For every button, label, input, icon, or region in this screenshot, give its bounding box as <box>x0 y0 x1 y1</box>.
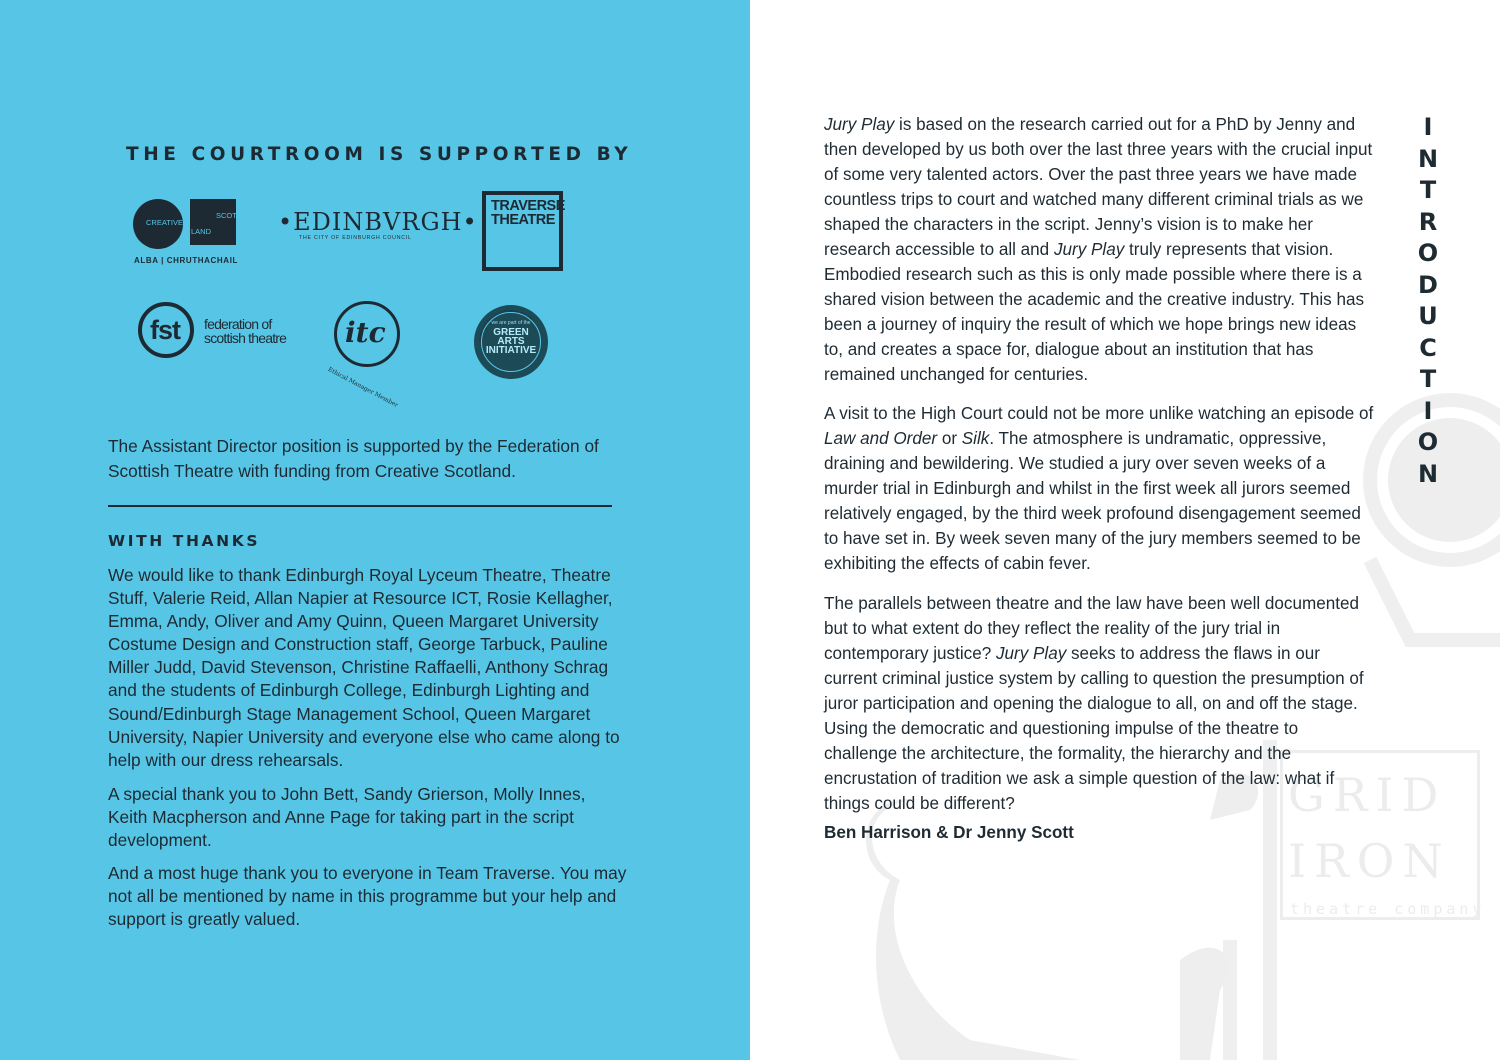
traverse-logo-line2: THEATRE <box>491 212 555 228</box>
watermark-iron-text: IRON <box>1288 834 1451 888</box>
vertical-title-letter: I <box>1423 396 1433 425</box>
thanks-paragraph-2: A special thank you to John Bett, Sandy Grierson, Molly Innes, Keith Macpherson and Anne Page for taking part in the script development. <box>108 784 586 851</box>
creative-scotland-logo-circle <box>133 199 183 249</box>
vertical-title-letter: O <box>1417 239 1439 267</box>
fst-logo-text <box>204 317 286 345</box>
signature: Ben Harrison & Dr Jenny Scott <box>824 823 1074 842</box>
traverse-theatre-logo <box>482 191 563 271</box>
watermark-grid-text: GRID <box>1288 768 1447 822</box>
play-title-italic: Jury Play <box>1053 240 1125 259</box>
fst-logo-line2: scottish theatre <box>204 330 287 346</box>
fst-logo-letters: fst <box>150 315 180 345</box>
vertical-title-letter: T <box>1419 176 1437 204</box>
vertical-title-letter: U <box>1418 302 1438 330</box>
edinburgh-logo-subtitle: THE CITY OF EDINBURGH COUNCIL <box>299 235 412 241</box>
green-arts-line2: ARTS <box>497 336 525 347</box>
intro-paragraph-3 <box>824 591 1376 816</box>
fst-logo-circle <box>138 302 194 358</box>
creative-scotland-word-creative: CREATIVE <box>146 218 183 227</box>
thanks-paragraph-3: And a most huge thank you to everyone in Team Traverse. You may not all be mentioned by name in this programme but your help and support is greatly valued. <box>108 863 627 930</box>
vertical-title <box>1416 112 1440 490</box>
play-title-italic: Jury Play <box>824 115 895 134</box>
green-arts-initiative-logo <box>474 305 548 379</box>
green-arts-url: www.greenartsinitiative.co.uk <box>477 308 534 343</box>
vertical-title-letter: C <box>1419 333 1437 362</box>
play-title-italic: Jury Play <box>995 644 1067 663</box>
traverse-logo-line1: TRAVERSE <box>491 198 565 214</box>
thanks-heading: WITH THANKS <box>108 532 261 550</box>
intro-p1-text-b: truly represents that vision. Embodied research such as this is only made possible where there is a shared vision between the academic and the creative industry. This has been a journey of inquiry the result of which we hope brings new ideas to, and creates a space for, dialogue about an institution that has remained unchanged for centuries. <box>824 240 1365 384</box>
creative-scotland-word-scot: SCOT <box>216 211 237 220</box>
intro-p2-text-c: . The atmosphere is undramatic, oppressive, draining and bewildering. We studied a jury over seven weeks of a murder trial in Edinburgh and whilst in the first week all jurors seemed relatively engaged, by the third week profound disengagement seemed to have set in. By week seven many of the jury members seemed to be exhibiting the effects of cabin fever. <box>824 429 1361 573</box>
supporters-heading: THE COURTROOM IS SUPPORTED BY <box>126 144 633 165</box>
section-divider <box>108 505 612 507</box>
show-title-italic: Silk <box>961 429 990 448</box>
creative-scotland-word-land: LAND <box>191 227 212 236</box>
intro-paragraph-1 <box>824 112 1376 387</box>
intro-p3-text-b: seeks to address the flaws in our current criminal justice system by calling to question the presumption of juror participation and opening the dialogue to all, on and off the stage. Using the democratic and questioning impulse of the theatre to challenge the architecture, the formality, the hierarchy and the encrustation of tradition we ask a simple question of the law: what if things could be different? <box>824 644 1364 813</box>
intro-p2-text-a: A visit to the High Court could not be more unlike watching an episode of <box>824 404 1374 423</box>
edinburgh-logo-title: •EDINBVRGH• <box>278 208 478 236</box>
vertical-title-letter: N <box>1417 144 1439 173</box>
thanks-paragraph-1: We would like to thank Edinburgh Royal Lyceum Theatre, Theatre Stuff, Valerie Reid, Allan Napier at Resource ICT, Rosie Kellagher, Emma, Andy, Oliver and Amy Quinn, Queen Margaret University Costume Design and Construction staff, George Tarbuck, Pauline Miller Judd, David Stevenson, Christine Raffaelli, Anthony Schrag and the students of Edinburgh College, Edinburgh Lighting and Sound/Edinburgh Stage Management School, Queen Margaret University, Napier University and everyone else who came along to help with our dress rehearsals. <box>108 565 620 770</box>
intro-p2-text-b: or <box>937 429 962 448</box>
vertical-title-letter: R <box>1418 207 1438 236</box>
creative-scotland-subtitle: ALBA | CHRUTHACHAIL <box>134 256 238 265</box>
green-arts-line1: GREEN <box>493 327 529 338</box>
green-arts-line3: INITIATIVE <box>485 345 537 356</box>
vertical-title-letter: D <box>1418 270 1438 299</box>
right-page <box>750 0 1500 1060</box>
fst-logo-line1: federation of <box>204 316 272 332</box>
green-arts-small-text: we are part of the <box>491 320 531 326</box>
vertical-title-letter: O <box>1417 428 1439 456</box>
intro-p3-text-a: The parallels between theatre and the law have been well documented but to what extent do they reflect the reality of the jury trial in contemporary justice? <box>824 594 1360 663</box>
itc-logo <box>334 301 400 367</box>
vertical-title-letter: T <box>1419 365 1437 393</box>
creative-scotland-logo-square <box>190 199 236 245</box>
intro-p1-text-a: is based on the research carried out for a PhD by Jenny and then developed by us both over the last three years with the crucial input of some very talented actors. Over the past three years we have made countless trips to court and watched many different criminal trials as we shaped the characters in the script. Jenny’s vision is to make her research accessible to all and <box>824 115 1373 259</box>
itc-logo-letters: itc <box>345 316 386 349</box>
vertical-title-letter: I <box>1423 113 1433 141</box>
assistant-director-note: The Assistant Director position is supported by the Federation of Scottish Theatre with funding from Creative Scotland. <box>108 436 599 481</box>
itc-logo-member-text: Ethical Manager Member <box>326 366 400 409</box>
watermark-company-text: theatre company <box>1290 900 1486 918</box>
vertical-title-letter: N <box>1417 459 1439 488</box>
intro-paragraph-2 <box>824 401 1376 576</box>
show-title-italic: Law and Order <box>824 429 938 448</box>
